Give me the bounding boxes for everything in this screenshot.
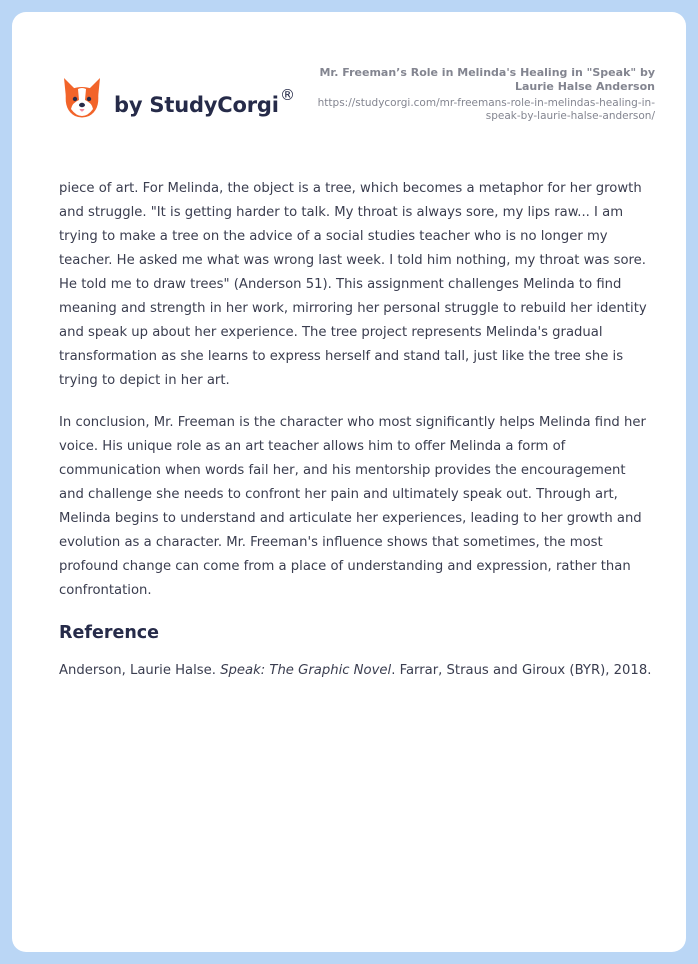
document-page bbox=[12, 12, 686, 952]
body-paragraph: piece of art. For Melinda, the object is a tree, which becomes a metaphor for her growth and struggle. "It is getting harder to talk. My throat is always sore, my lips raw... I am trying to make a tree on the advice of a social studies teacher who is no longer my teacher. He asked me what was wrong last week. I told him nothing, my throat was sore. He told me to draw trees" (Anderson 51). This assignment challenges Melinda to find meaning and strength in her work, mirroring her personal struggle to rebuild her identity and speak up about her experience. The tree project represents Melinda's gradual transformation as she learns to express herself and stand tall, just like the tree she is trying to depict in her art. bbox=[59, 181, 647, 388]
document-url[interactable]: https://studycorgi.com/mr-freemans-role-in-melindas-healing-in-speak-by-laurie-halse-anderson/ bbox=[317, 97, 655, 122]
corgi-logo-icon bbox=[61, 76, 103, 120]
document-title: Mr. Freeman’s Role in Melinda's Healing in "Speak" by Laurie Halse Anderson bbox=[319, 66, 655, 93]
reference-entry bbox=[59, 659, 654, 683]
document-body bbox=[59, 177, 654, 683]
studycorgi-logo[interactable] bbox=[61, 76, 311, 138]
registered-mark: ® bbox=[280, 86, 295, 104]
body-paragraph: In conclusion, Mr. Freeman is the character who most significantly helps Melinda find her voice. His unique role as an art teacher allows him to offer Melinda a form of communication when words fail her, and his mentorship provides the encouragement and challenge she needs to confront her pain and ultimately speak out. Through art, Melinda begins to understand and articulate her experiences, leading to her growth and evolution as a character. Mr. Freeman's influence shows that sometimes, the most profound change can come from a place of understanding and expression, rather than confrontation. bbox=[59, 415, 646, 598]
reference-title: Speak: The Graphic Novel bbox=[220, 663, 392, 678]
reference-publisher: . Farrar, Straus and Giroux (BYR), 2018. bbox=[391, 663, 652, 678]
document-header bbox=[315, 66, 655, 123]
brand-name: by StudyCorgi bbox=[114, 93, 279, 117]
reference-heading: Reference bbox=[59, 623, 160, 643]
reference-author: Anderson, Laurie Halse. bbox=[59, 663, 221, 678]
